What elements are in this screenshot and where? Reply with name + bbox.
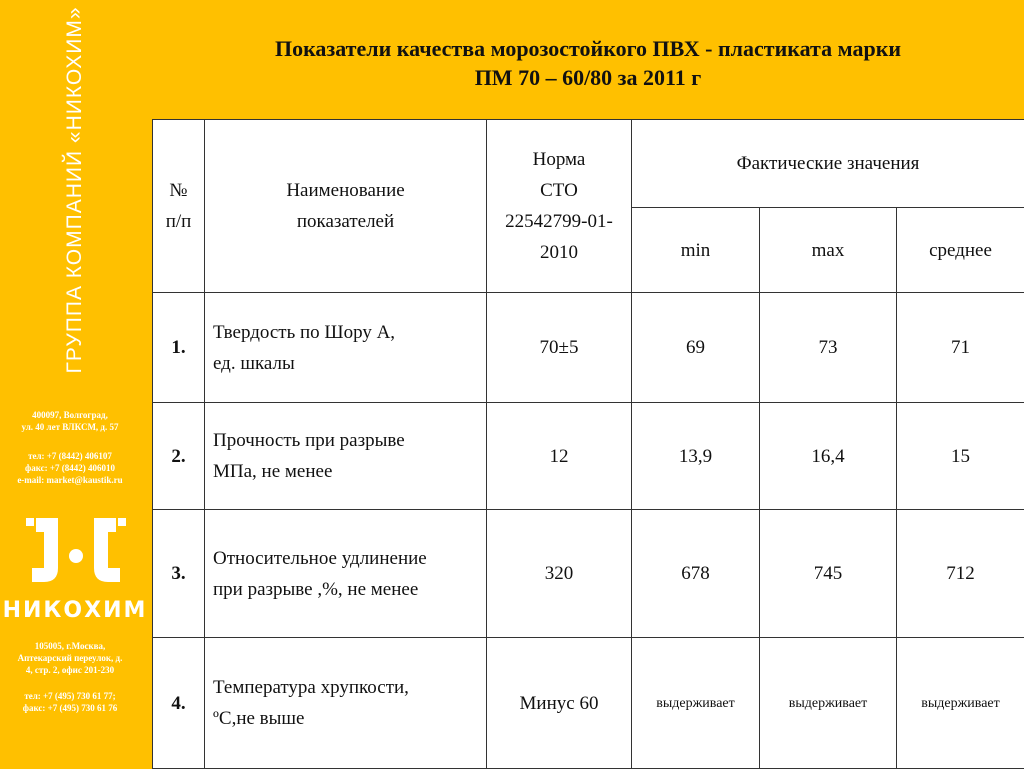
group-brand-text: ГРУППА КОМПАНИЙ «НИКОХИМ» (63, 7, 87, 374)
row-max: выдерживает (760, 638, 897, 769)
logo-wordmark: НИКОХИМ (0, 598, 150, 623)
table-row (153, 403, 1024, 510)
row-min: 678 (632, 510, 760, 638)
header-text: № (157, 175, 200, 206)
header-name (205, 120, 487, 293)
row-num: 2. (153, 403, 205, 510)
header-max: max (760, 208, 897, 293)
header-text: 22542799-01- (491, 206, 627, 237)
row-avg: 71 (897, 293, 1024, 403)
row-avg: выдерживает (897, 638, 1024, 769)
header-text: показателей (209, 206, 482, 237)
header-norm (487, 120, 632, 293)
row-name-line: Прочность при разрыве (213, 425, 482, 456)
row-num: 1. (153, 293, 205, 403)
row-name-line: при разрыве ,%, не менее (213, 574, 482, 605)
row-name-line: Твердость по Шору А, (213, 317, 482, 348)
row-norm: 320 (487, 510, 632, 638)
header-avg: среднее (897, 208, 1024, 293)
row-name-line: МПа, не менее (213, 456, 482, 487)
row-num: 4. (153, 638, 205, 769)
row-name-line: ºС,не выше (213, 703, 482, 734)
sidebar (0, 0, 150, 768)
row-name-line: Температура хрупкости, (213, 672, 482, 703)
title-line: Показатели качества морозостойкого ПВХ - пластиката марки (152, 34, 1024, 63)
header-text: 2010 (491, 237, 627, 268)
row-name (205, 638, 487, 769)
row-name (205, 510, 487, 638)
title-line: ПМ 70 – 60/80 за 2011 г (152, 63, 1024, 92)
row-norm: 70±5 (487, 293, 632, 403)
header-text: Наименование (209, 175, 482, 206)
row-max: 73 (760, 293, 897, 403)
header-row (153, 120, 1024, 208)
row-num: 3. (153, 510, 205, 638)
contacts-moscow (0, 690, 140, 714)
row-name-line: ед. шкалы (213, 348, 482, 379)
quality-table (152, 119, 1024, 769)
address-volgograd (0, 409, 140, 433)
header-min: min (632, 208, 760, 293)
fax-line: факс: +7 (8442) 406010 (0, 462, 140, 474)
email-line: e-mail: market@kaustik.ru (0, 474, 140, 486)
table-row (153, 510, 1024, 638)
nikohim-logo-icon (24, 512, 128, 588)
row-norm: 12 (487, 403, 632, 510)
contacts-volgograd (0, 450, 140, 486)
header-text: Норма (491, 144, 627, 175)
phone-line: тел: +7 (495) 730 61 77; (0, 690, 140, 702)
row-name (205, 403, 487, 510)
row-max: 745 (760, 510, 897, 638)
row-min: выдерживает (632, 638, 760, 769)
address-line: 105005, г.Москва, (0, 640, 140, 652)
row-name (205, 293, 487, 403)
address-line: 4, стр. 2, офис 201-230 (0, 664, 140, 676)
header-actual: Фактические значения (632, 120, 1024, 208)
row-norm: Минус 60 (487, 638, 632, 769)
phone-line: тел: +7 (8442) 406107 (0, 450, 140, 462)
address-moscow (0, 640, 140, 676)
header-text: п/п (157, 206, 200, 237)
address-line: 400097, Волгоград, (0, 409, 140, 421)
row-name-line: Относительное удлинение (213, 543, 482, 574)
fax-line: факс: +7 (495) 730 61 76 (0, 702, 140, 714)
row-avg: 15 (897, 403, 1024, 510)
address-line: Аптекарский переулок, д. (0, 652, 140, 664)
row-min: 13,9 (632, 403, 760, 510)
row-max: 16,4 (760, 403, 897, 510)
row-min: 69 (632, 293, 760, 403)
table-row (153, 293, 1024, 403)
quality-table-container (152, 119, 1024, 768)
header-num (153, 120, 205, 293)
page-title (152, 34, 1024, 92)
header-text: СТО (491, 175, 627, 206)
row-avg: 712 (897, 510, 1024, 638)
table-row (153, 638, 1024, 769)
address-line: ул. 40 лет ВЛКСМ, д. 57 (0, 421, 140, 433)
